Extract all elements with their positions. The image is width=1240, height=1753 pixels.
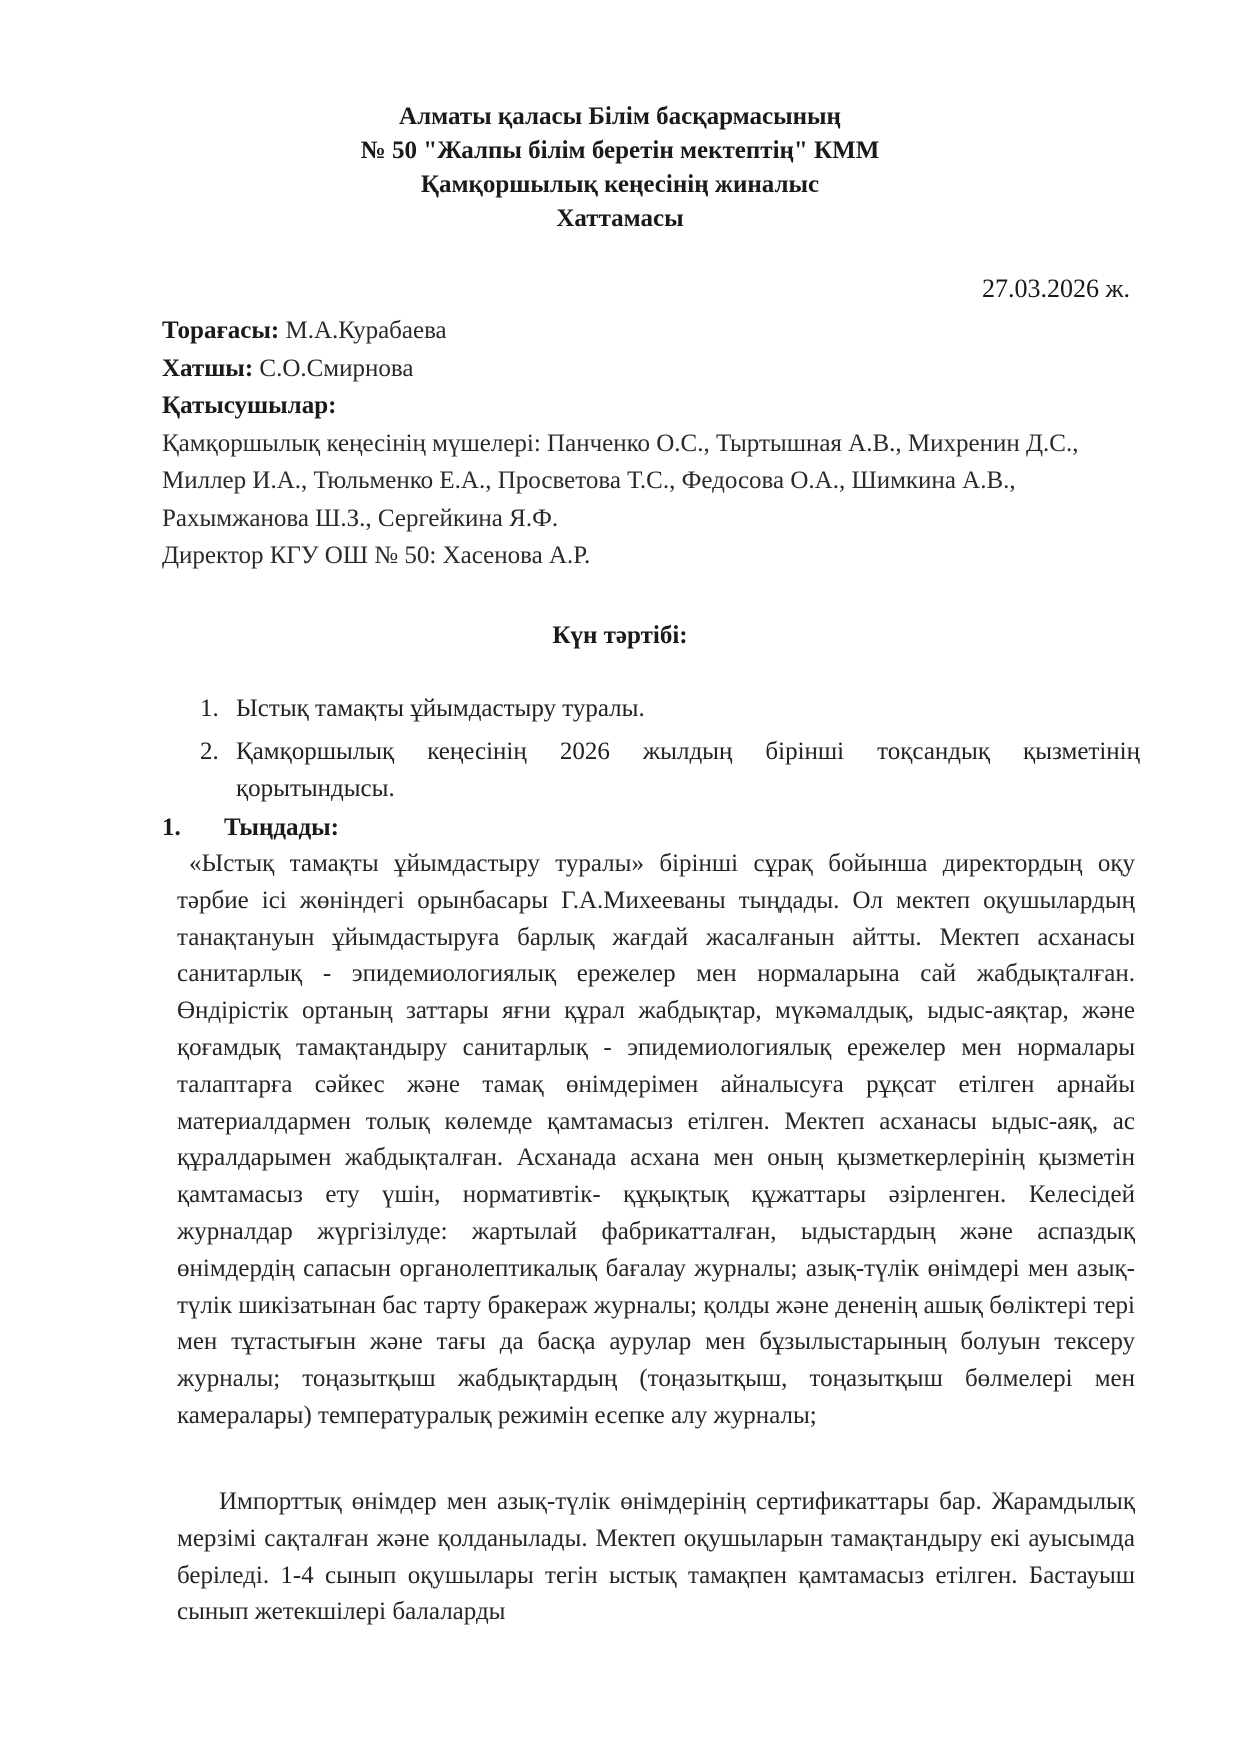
header-line-2: № 50 "Жалпы білім беретін мектептің" КММ <box>360 137 880 164</box>
agenda-item <box>200 690 1140 727</box>
director-line: Директор КГУ ОШ № 50: Хасенова А.Р. <box>162 542 591 569</box>
header-line-4: Хаттамасы <box>556 205 684 232</box>
agenda-item-number: 1. <box>200 695 219 722</box>
secretary-row <box>162 350 1122 388</box>
agenda-list <box>200 690 1140 813</box>
header-line-1: Алматы қаласы Білім басқармасының <box>399 103 841 130</box>
header-line-3: Қамқоршылық кеңесінің жиналыс <box>420 171 820 198</box>
section-heading <box>162 814 339 842</box>
body-paragraph-2: Импорттық өнімдер мен азық-түлік өнімдерінің сертификаттары бар. Жарамдылық мерзімі сақталған және қолданылады. Мектеп оқушыларын тамақтандыру екі ауысымда беріледі. 1-4 сынып оқушылары тегін ыстық тамақпен қамтамасыз етілген. Бастауыш сынып жетекшілері балаларды <box>177 1488 1135 1626</box>
agenda-item-text: Қамқоршылық кеңесінің 2026 жылдың бірінші тоқсандық қызметінің қорытындысы. <box>236 738 1140 802</box>
council-members: Қамқоршылық кеңесінің мүшелері: Панченко О.С., Тыртышная А.В., Михренин Д.С., Миллер И.А., Тюльменко Е.А., Просветова Т.С., Федосова О.А., Шимкина А.В., Рахымжанова Ш.З., Сергейкина Я.Ф. <box>162 429 1079 532</box>
chair-label: Торағасы: <box>162 317 280 344</box>
meeting-attendees <box>162 312 1122 575</box>
chair-value: М.А.Курабаева <box>279 317 447 344</box>
section-number: 1. <box>162 814 181 841</box>
secretary-label: Хатшы: <box>162 354 254 382</box>
participants-label: Қатысушылар: <box>162 392 337 419</box>
agenda-item-text: Ыстық тамақты ұйымдастыру туралы. <box>236 695 645 722</box>
agenda-title: Күн тәртібі: <box>552 622 688 649</box>
body-paragraph-1: «Ыстық тамақты ұйымдастыру туралы» бірінші сұрақ бойынша директордың оқу тәрбие ісі жөніндегі орынбасары Г.А.Михееваны тыңдады. Ол мектеп оқушылардың танақтануын ұйымдастыруға барлық жағдай жасалғанын айтты. Мектеп асханасы санитарлық - эпидемиологиялық ережелер мен нормаларына сай жабдықталған. Өндірістік ортаның заттары яғни құрал жабдықтар, мүкәмалдық, ыдыс-аяқтар, және қоғамдық тамақтандыру санитарлық - эпидемиологиялық ережелер мен нормалары талаптарға сәйкес және тамақ өнімдерімен айналысуға рұқсат етілген арнайы материалдармен толық көлемде қамтамасыз етілген. Мектеп асханасы ыдыс-аяқ, ас құралдарымен жабдықталған. Асханада асхана мен оның қызметкерлерінің қызметін қамтамасыз ету үшін, нормативтік- құқықтық құжаттары әзірленген. Келесідей журналдар жүргізілуде: жартылай фабрикатталған, ыдыстардың және аспаздық өнімдердің сапасын органолептикалық бағалау журналы; азық-түлік өнімдері мен азық-түлік шикізатынан бас тарту бракераж журналы; қолды және дененің ашық бөліктері тері мен тұтастығын және тағы да басқа аурулар мен бұзылыстарының болуын тексеру журналы; тоңазытқыш жабдықтардың (тоңазытқыш, тоңазытқыш бөлмелері мен камералары) температуралық режимін есепке алу журналы; <box>177 850 1135 1429</box>
document-header <box>0 100 1240 236</box>
agenda-item <box>200 733 1140 807</box>
secretary-value: С.О.Смирнова <box>253 354 414 382</box>
agenda-item-number: 2. <box>200 738 219 765</box>
section-title: Тыңдады: <box>224 814 339 841</box>
document-date: 27.03.2026 ж. <box>982 274 1130 303</box>
chair-row <box>162 312 1122 350</box>
